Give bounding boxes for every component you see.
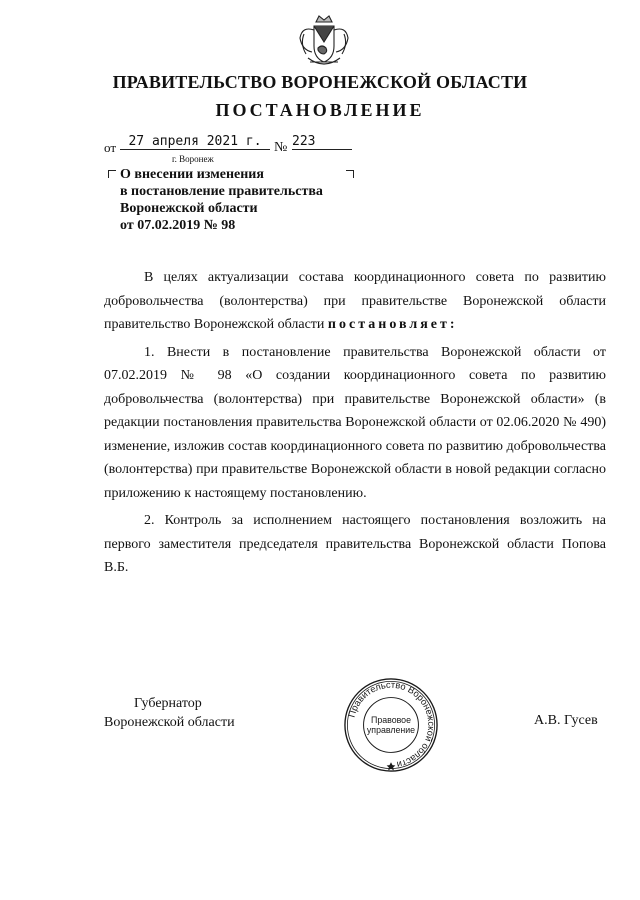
body-paragraph: 2. Контроль за исполнением настоящего постановления возложить на первого заместителя председателя правительства Воронежской области Попова В.Б. [104,513,606,575]
subject-line: в постановление правительства [120,184,323,199]
signatory-region: Воронежской области [104,715,235,730]
document-date: 27 апреля 2021 г. [120,134,270,150]
coat-of-arms-icon [292,12,356,76]
number-sign: № [274,140,288,155]
official-seal-icon [342,676,440,774]
city-label: г. Воронеж [172,154,214,164]
signatory-name: А.В. Гусев [534,713,598,728]
signatory-position: Губернатор [134,696,202,711]
signatory-title [104,694,235,732]
subject-line: от 07.02.2019 № 98 [120,218,236,233]
date-number-line [104,134,364,156]
seal-star-icon [387,762,396,770]
subject-corner-left [108,170,116,178]
subject-line: О внесении изменения [120,167,264,182]
document-type: ПОСТАНОВЛЕНИЕ [215,100,425,120]
document-number: 223 [292,134,352,150]
decision-keyword: постановляет: [327,317,458,332]
subject-line: Воронежской области [120,201,258,216]
body-paragraph [104,266,606,337]
seal-center-line: Правовое [370,715,412,726]
document-body [104,266,606,584]
government-name: ПРАВИТЕЛЬСТВО ВОРОНЕЖСКОЙ ОБЛАСТИ [112,72,528,92]
date-prefix: от [104,140,117,155]
seal-ring-text: Правительство Воронежской области [346,679,437,770]
document-subject [120,166,360,234]
seal-center-line: управление [366,724,416,735]
body-paragraph: 1. Внести в постановление правительства Воронежской области от 07.02.2019 № 98 «О создании координационного совета по развитию добровольчества (волонтерства) при правительстве Воронежской области» (в редакции постановления правительства Воронежской области от 02.06.2020 № 490) изменение, изложив состав координационного совета по развитию добровольчества (волонтерства) при правительстве Воронежской области в новой редакции согласно приложению к настоящему постановлению. [104,344,606,501]
paragraph-text: В целях актуализации состава координационного совета по развитию добровольчества (волонтерства) при правительстве Воронежской области правительство Воронежской области [104,270,606,332]
